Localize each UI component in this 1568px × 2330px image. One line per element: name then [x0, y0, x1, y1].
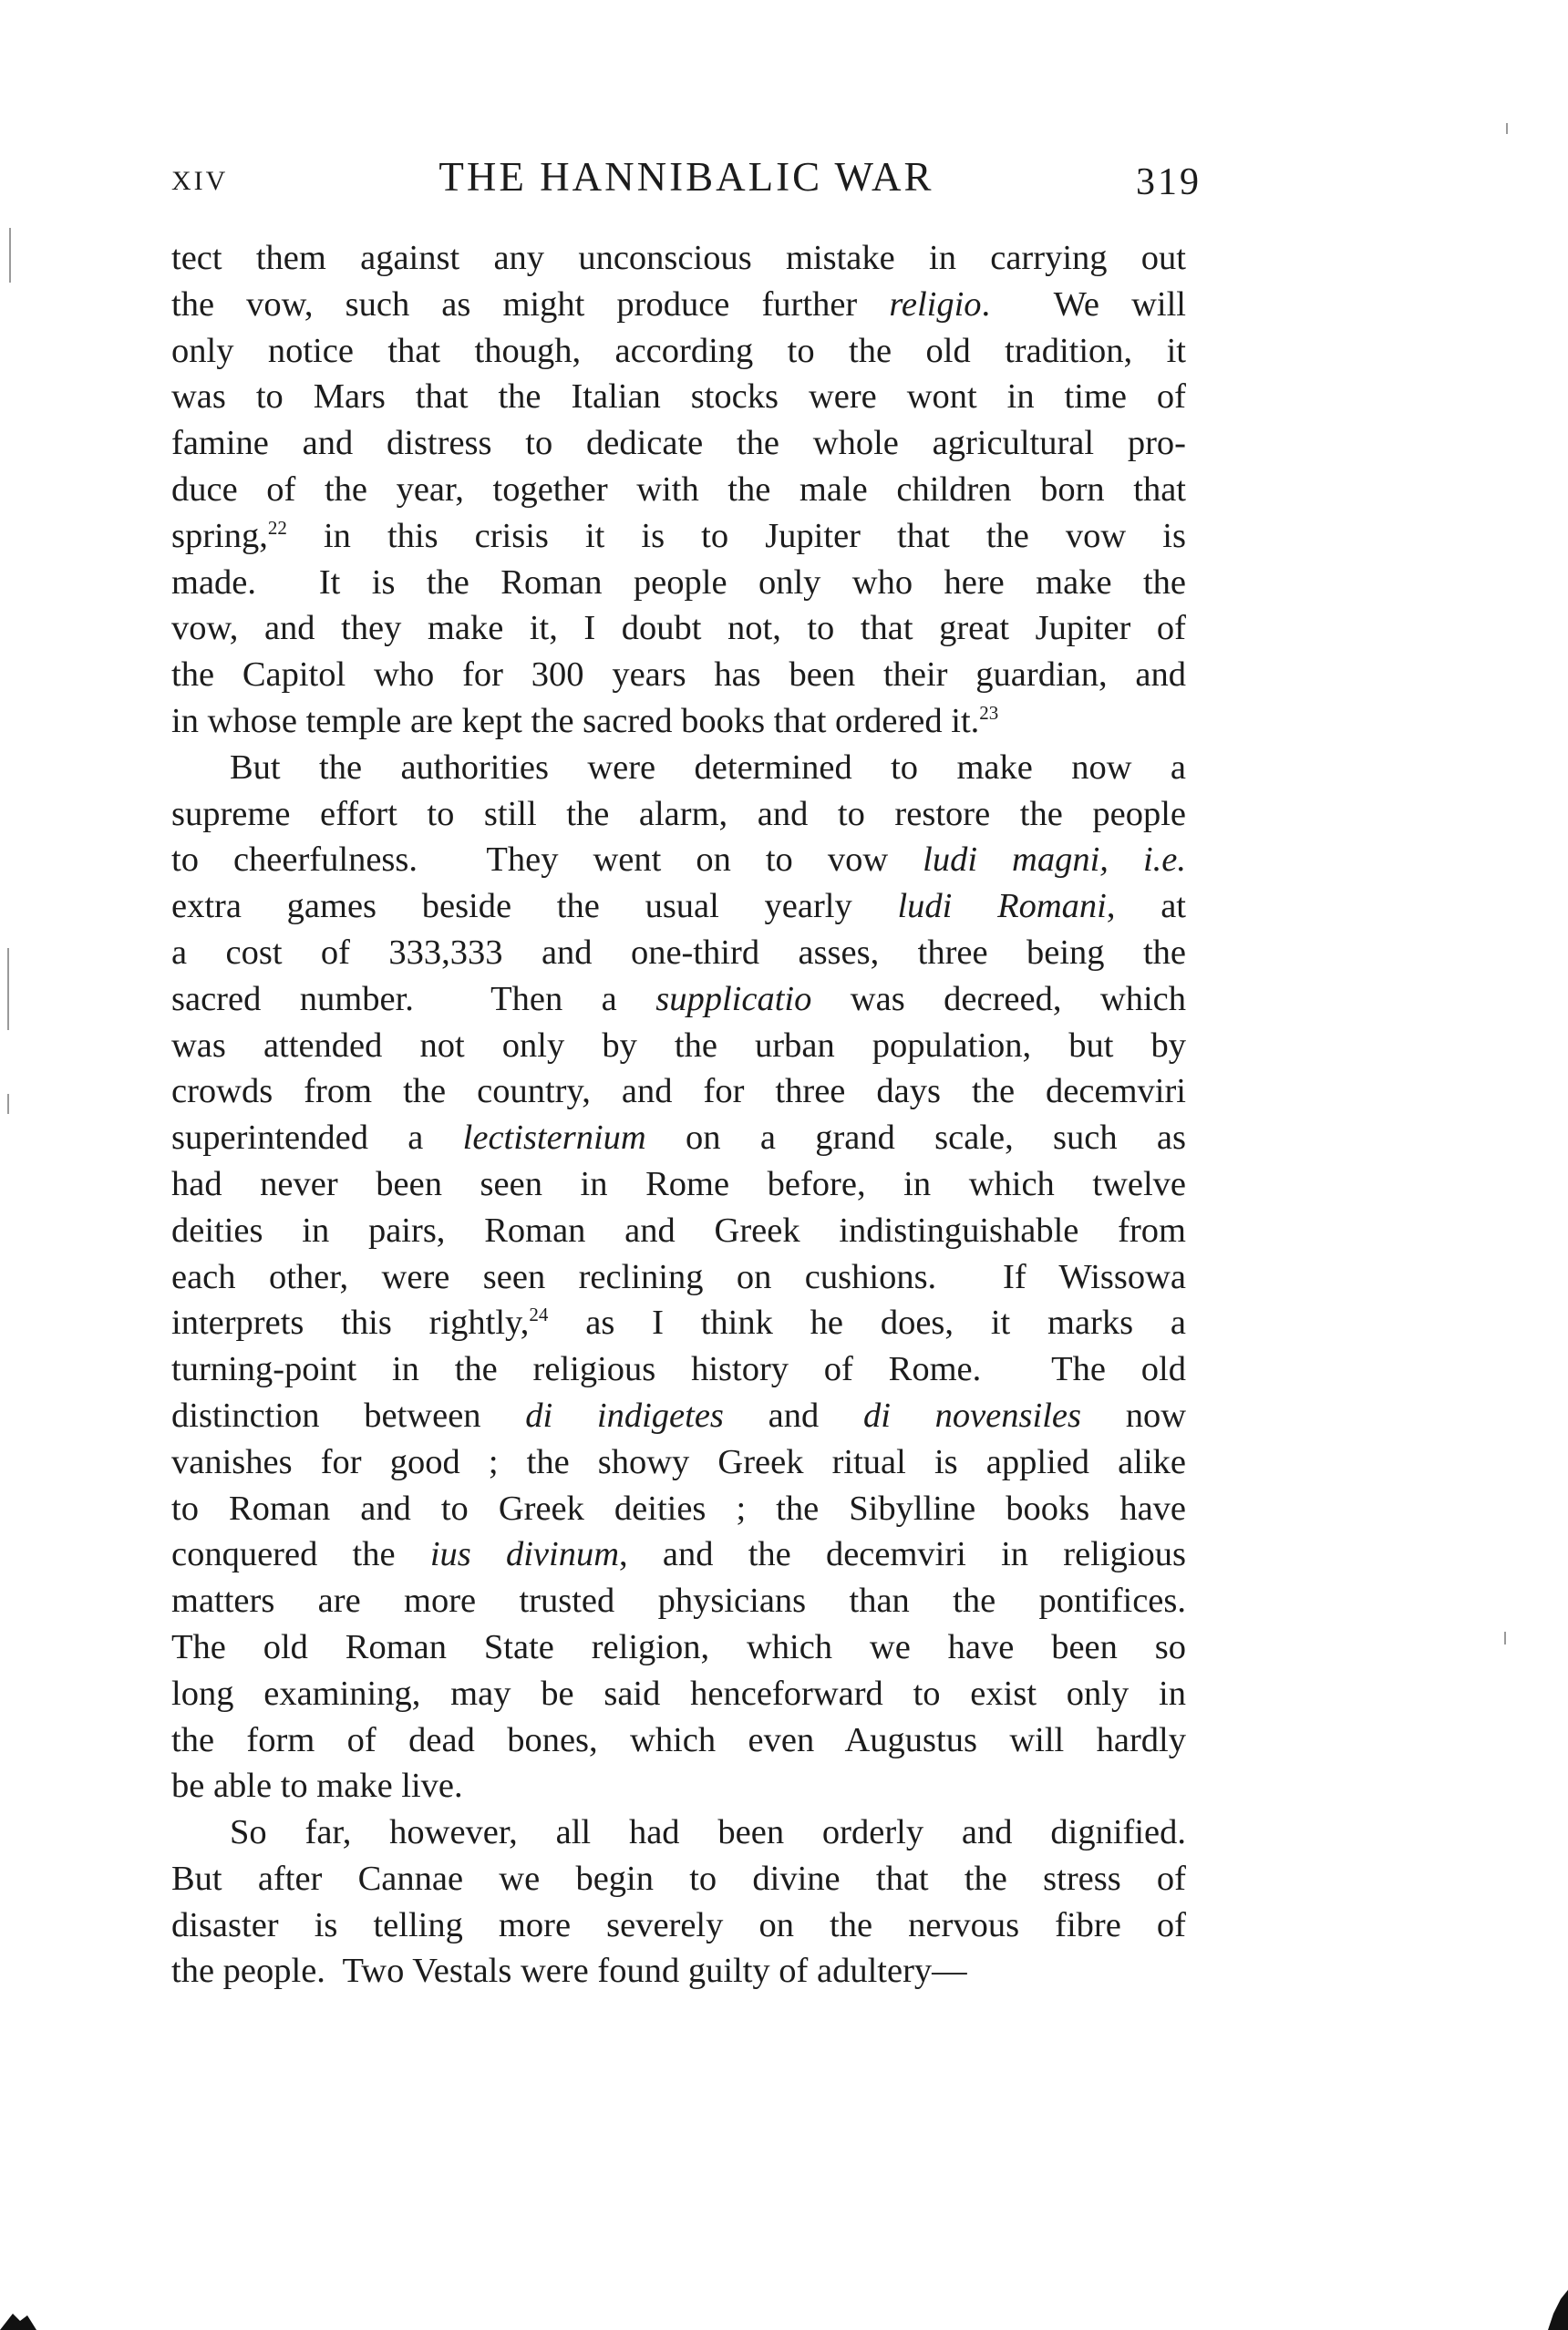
text-line [171, 976, 1186, 1023]
text-line [171, 1578, 1186, 1624]
italic-term: lectisternium [462, 1119, 646, 1158]
text-run: So far, however, all had been orderly and dignified. [230, 1813, 1186, 1852]
text-run: the Capitol who for 300 years has been their guardian, and [171, 655, 1186, 695]
text-line [171, 1068, 1186, 1115]
text-run: was attended not only by the urban population, but by [171, 1026, 1186, 1065]
footnote-ref: 24 [529, 1304, 549, 1326]
text-line [171, 837, 1186, 883]
text-line [171, 420, 1186, 467]
text-run: turning-point in the religious history of Rome. The old [171, 1350, 1186, 1389]
text-line [171, 235, 1186, 282]
text-run: the people. Two Vestals were found guilty of adultery— [171, 1952, 967, 1991]
text-line [171, 1393, 1186, 1439]
text-run: as I think he does, it marks a [548, 1304, 1186, 1343]
text-run: distinction between [171, 1396, 526, 1435]
text-run: tect them against any unconscious mistake in carrying out [171, 239, 1186, 277]
italic-term: ludi magni, i.e. [923, 840, 1186, 880]
text-line [171, 652, 1186, 698]
page-number: 319 [1136, 161, 1202, 203]
text-line [171, 1300, 1186, 1346]
text-run: , and the decemviri in religious [619, 1535, 1186, 1574]
text-run: in this crisis it is to Jupiter that the vow is [286, 516, 1186, 555]
text-run: had never been seen in Rome before, in which twelve [171, 1164, 1186, 1203]
text-line [171, 328, 1186, 375]
margin-scan-mark [1504, 1632, 1506, 1644]
text-run: deities in pairs, Roman and Greek indistinguishable from [171, 1211, 1186, 1250]
chapter-number: XIV [171, 166, 229, 196]
text-line [171, 1161, 1186, 1208]
text-run: But after Cannae we begin to divine that the stress of [171, 1859, 1186, 1898]
running-title: THE HANNIBALIC WAR [438, 154, 934, 200]
text-line [171, 1346, 1186, 1393]
text-run: each other, were seen reclining on cushions. If Wissowa [171, 1257, 1186, 1296]
text-run: matters are more trusted physicians than the pontifices. [171, 1582, 1186, 1621]
text-line [171, 1763, 1186, 1809]
italic-term: supplicatio [655, 979, 812, 1018]
margin-scan-mark [9, 228, 11, 283]
text-run: , at [1106, 887, 1186, 926]
italic-term: religio [889, 284, 982, 324]
text-line [171, 605, 1186, 652]
text-run: sacred number. Then a [171, 979, 656, 1018]
text-run: was to Mars that the Italian stocks were wont in time of [171, 377, 1186, 417]
text-run: . We will [981, 284, 1186, 324]
text-run: to cheerfulness. They went on to vow [171, 840, 923, 880]
italic-term: di novensiles [862, 1396, 1081, 1435]
margin-scan-mark [7, 1094, 9, 1114]
text-run: famine and distress to dedicate the whole agricultural pro- [171, 424, 1186, 463]
text-line [171, 1671, 1186, 1717]
text-run: now [1080, 1396, 1186, 1435]
margin-scan-mark [1506, 123, 1508, 134]
text-run: in whose temple are kept the sacred books that ordered it. [171, 701, 980, 740]
running-head [171, 153, 1202, 208]
text-line [171, 698, 1186, 745]
text-run: interprets this rightly, [171, 1304, 530, 1343]
text-line [171, 1531, 1186, 1578]
text-line [171, 1948, 1186, 1995]
text-run: be able to make live. [171, 1767, 463, 1806]
text-run: made. It is the Roman people only who here make the [171, 562, 1186, 602]
text-line [171, 1717, 1186, 1764]
text-run: the vow, such as might produce further [171, 284, 890, 324]
text-run: supreme effort to still the alarm, and to restore the people [171, 794, 1186, 833]
text-line [171, 513, 1186, 560]
text-run: superintended a [171, 1119, 463, 1158]
text-line [171, 1023, 1186, 1069]
text-run: on a grand scale, such as [645, 1119, 1186, 1158]
text-line [171, 791, 1186, 838]
text-line [171, 1439, 1186, 1486]
corner-scan-mark-left [0, 2304, 55, 2330]
italic-term: ius divinum [429, 1535, 620, 1574]
text-line [171, 560, 1186, 606]
text-line [171, 883, 1186, 930]
text-run: the form of dead bones, which even Augustus will hardly [171, 1720, 1186, 1759]
body-text [171, 235, 1186, 1995]
text-line [171, 1115, 1186, 1161]
text-line [171, 930, 1186, 976]
text-run: disaster is telling more severely on the nervous fibre of [171, 1905, 1186, 1944]
text-line [171, 1208, 1186, 1254]
text-run: was decreed, which [811, 979, 1186, 1018]
text-run: spring, [171, 516, 268, 555]
text-run: long examining, may be said henceforward to exist only in [171, 1674, 1186, 1713]
text-line [171, 1856, 1186, 1902]
margin-scan-mark [7, 948, 9, 1030]
text-run: a cost of 333,333 and one-third asses, three being the [171, 933, 1186, 972]
text-line [171, 467, 1186, 513]
text-line [171, 1486, 1186, 1532]
text-line [171, 282, 1186, 328]
text-run: and [723, 1396, 863, 1435]
text-line [171, 1809, 1186, 1856]
italic-term: ludi Romani [897, 887, 1107, 926]
text-run: crowds from the country, and for three days the decemviri [171, 1072, 1186, 1111]
footnote-ref: 23 [979, 702, 999, 725]
text-line [171, 1902, 1186, 1949]
text-line [171, 374, 1186, 420]
text-run: duce of the year, together with the male children born that [171, 469, 1186, 509]
text-run: But the authorities were determined to make now a [230, 747, 1186, 787]
text-run: only notice that though, according to the old tradition, it [171, 331, 1186, 370]
text-run: vow, and they make it, I doubt not, to that great Jupiter of [171, 609, 1186, 648]
text-run: The old Roman State religion, which we have been so [171, 1627, 1186, 1666]
text-line [171, 745, 1186, 791]
footnote-ref: 22 [267, 516, 287, 539]
text-run: vanishes for good ; the showy Greek ritual is applied alike [171, 1442, 1186, 1481]
corner-scan-mark-right [1541, 2290, 1568, 2330]
text-run: conquered the [171, 1535, 430, 1574]
text-run: extra games beside the usual yearly [171, 887, 898, 926]
text-run: to Roman and to Greek deities ; the Sibylline books have [171, 1489, 1186, 1528]
italic-term: di indigetes [525, 1396, 724, 1435]
text-line [171, 1254, 1186, 1301]
text-line [171, 1624, 1186, 1671]
